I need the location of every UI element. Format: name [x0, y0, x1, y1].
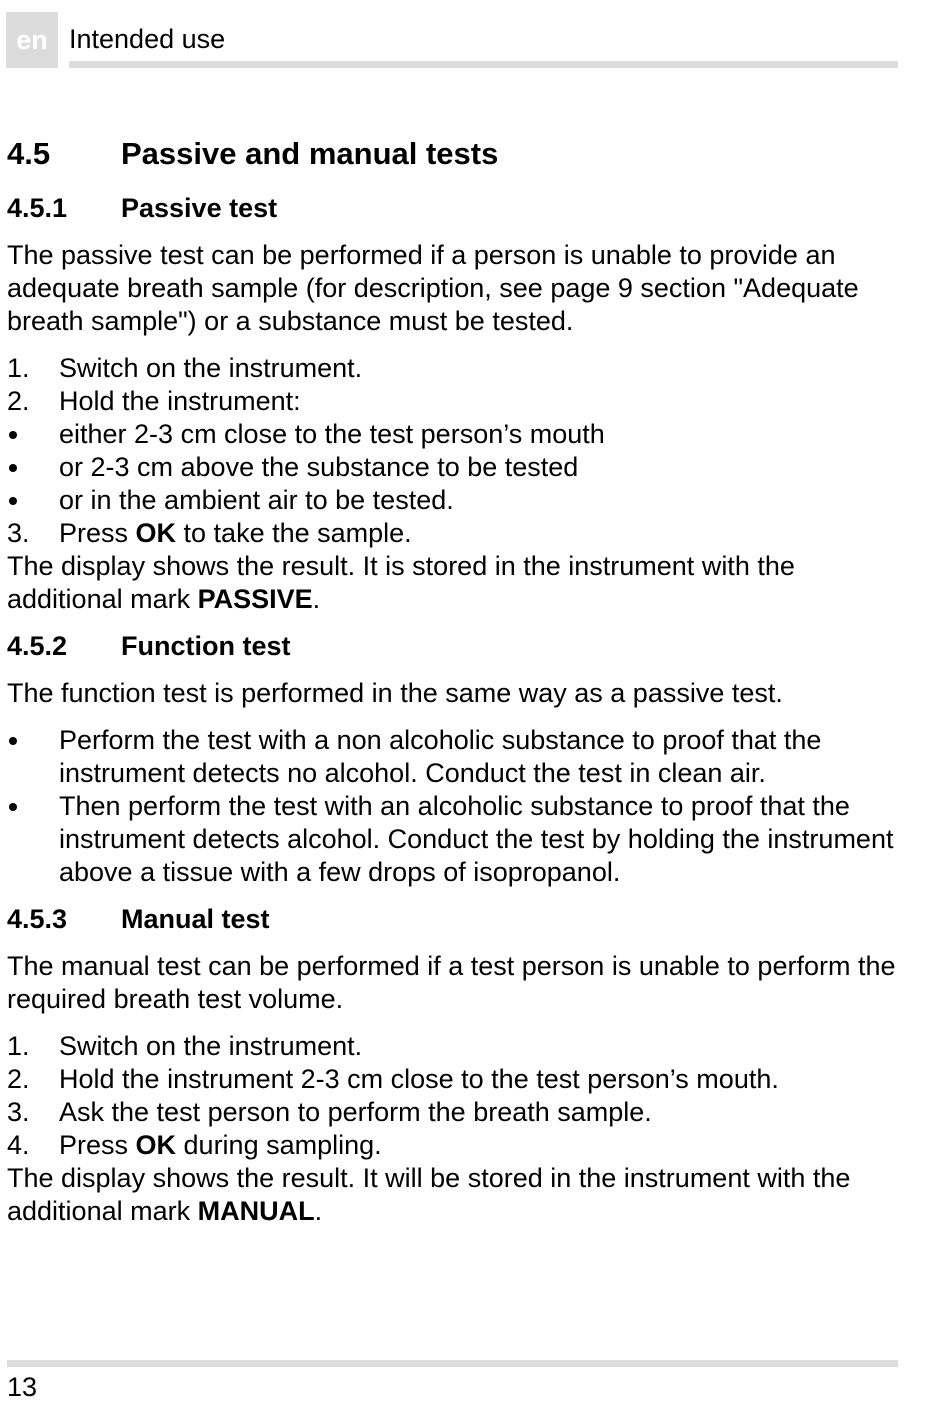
manual-test-steps	[7, 1030, 897, 1162]
bullet-text: Then perform the test with an alcoholic substance to proof that the instrument detects alcohol. Conduct the test by holding the instrument above a tissue with a few drops of isopropanol.	[59, 791, 894, 887]
function-test-number: 4.5.2	[7, 631, 68, 661]
step-number: 4.	[7, 1130, 30, 1160]
function-test-bullets	[7, 724, 897, 889]
manual-test-number: 4.5.3	[7, 904, 68, 934]
manual-test-title: Manual test	[121, 904, 270, 934]
list-item	[7, 451, 897, 484]
step-text: Hold the instrument 2-3 cm close to the test person’s mouth.	[59, 1064, 779, 1094]
passive-mark: PASSIVE	[197, 584, 313, 614]
list-item	[7, 418, 897, 451]
ok-key-label: OK	[135, 518, 177, 548]
section-heading	[7, 136, 897, 172]
list-item	[7, 790, 897, 889]
manual-mark: MANUAL	[197, 1196, 315, 1226]
list-item	[7, 1063, 897, 1096]
passive-test-steps	[7, 352, 897, 550]
passive-test-intro: The passive test can be performed if a person is unable to provide an adequate breath sample (for description, see page 9 section "Adequate breath sample") or a substance must be tested.	[7, 240, 859, 336]
header-title: Intended use	[69, 24, 226, 54]
function-test-heading	[7, 630, 897, 663]
bullet-icon	[9, 737, 17, 745]
header-rule	[69, 61, 898, 68]
bullet-icon	[9, 803, 17, 811]
bullet-text: Perform the test with a non alcoholic substance to proof that the instrument detects no alcohol. Conduct the test in clean air.	[59, 725, 822, 788]
bullet-text: or in the ambient air to be tested.	[59, 485, 454, 515]
bullet-icon	[9, 464, 17, 472]
passive-test-title: Passive test	[121, 193, 278, 223]
list-item	[7, 352, 897, 385]
step-text: Switch on the instrument.	[59, 353, 363, 383]
bullet-text: either 2-3 cm close to the test person’s mouth	[59, 419, 605, 449]
list-item	[7, 724, 897, 790]
function-test-title: Function test	[121, 631, 291, 661]
manual-test-heading	[7, 903, 897, 936]
section-title: Passive and manual tests	[121, 136, 499, 171]
step-number: 1.	[7, 353, 30, 383]
step-text: Press OK during sampling.	[59, 1130, 382, 1160]
list-item	[7, 385, 897, 418]
step-text: Press OK to take the sample.	[59, 518, 412, 548]
passive-test-heading	[7, 192, 897, 225]
page-content	[7, 136, 897, 1228]
page-number: 13	[7, 1372, 38, 1402]
manual-test-result: The display shows the result. It will be stored in the instrument with the additional mark MANUAL.	[7, 1163, 851, 1226]
step-number: 2.	[7, 1064, 30, 1094]
section-number: 4.5	[7, 136, 51, 171]
passive-test-number: 4.5.1	[7, 193, 68, 223]
passive-test-result: The display shows the result. It is stored in the instrument with the additional mark PASSIVE.	[7, 551, 795, 614]
bullet-icon	[9, 497, 17, 505]
step-number: 3.	[7, 1097, 30, 1127]
list-item	[7, 1096, 897, 1129]
language-tag: en	[6, 12, 58, 68]
list-item	[7, 1129, 897, 1162]
manual-test-intro: The manual test can be performed if a test person is unable to perform the required breath test volume.	[7, 951, 896, 1014]
list-item	[7, 484, 897, 517]
list-item	[7, 1030, 897, 1063]
step-number: 3.	[7, 518, 30, 548]
step-text: Ask the test person to perform the breath sample.	[59, 1097, 652, 1127]
step-text: Hold the instrument:	[59, 386, 301, 416]
step-number: 2.	[7, 386, 30, 416]
function-test-intro: The function test is performed in the same way as a passive test.	[7, 678, 783, 708]
bullet-text: or 2-3 cm above the substance to be tested	[59, 452, 579, 482]
step-number: 1.	[7, 1031, 30, 1061]
step-text: Switch on the instrument.	[59, 1031, 363, 1061]
list-item	[7, 517, 897, 550]
bullet-icon	[9, 431, 17, 439]
ok-key-label: OK	[135, 1130, 177, 1160]
footer-rule	[7, 1360, 898, 1367]
